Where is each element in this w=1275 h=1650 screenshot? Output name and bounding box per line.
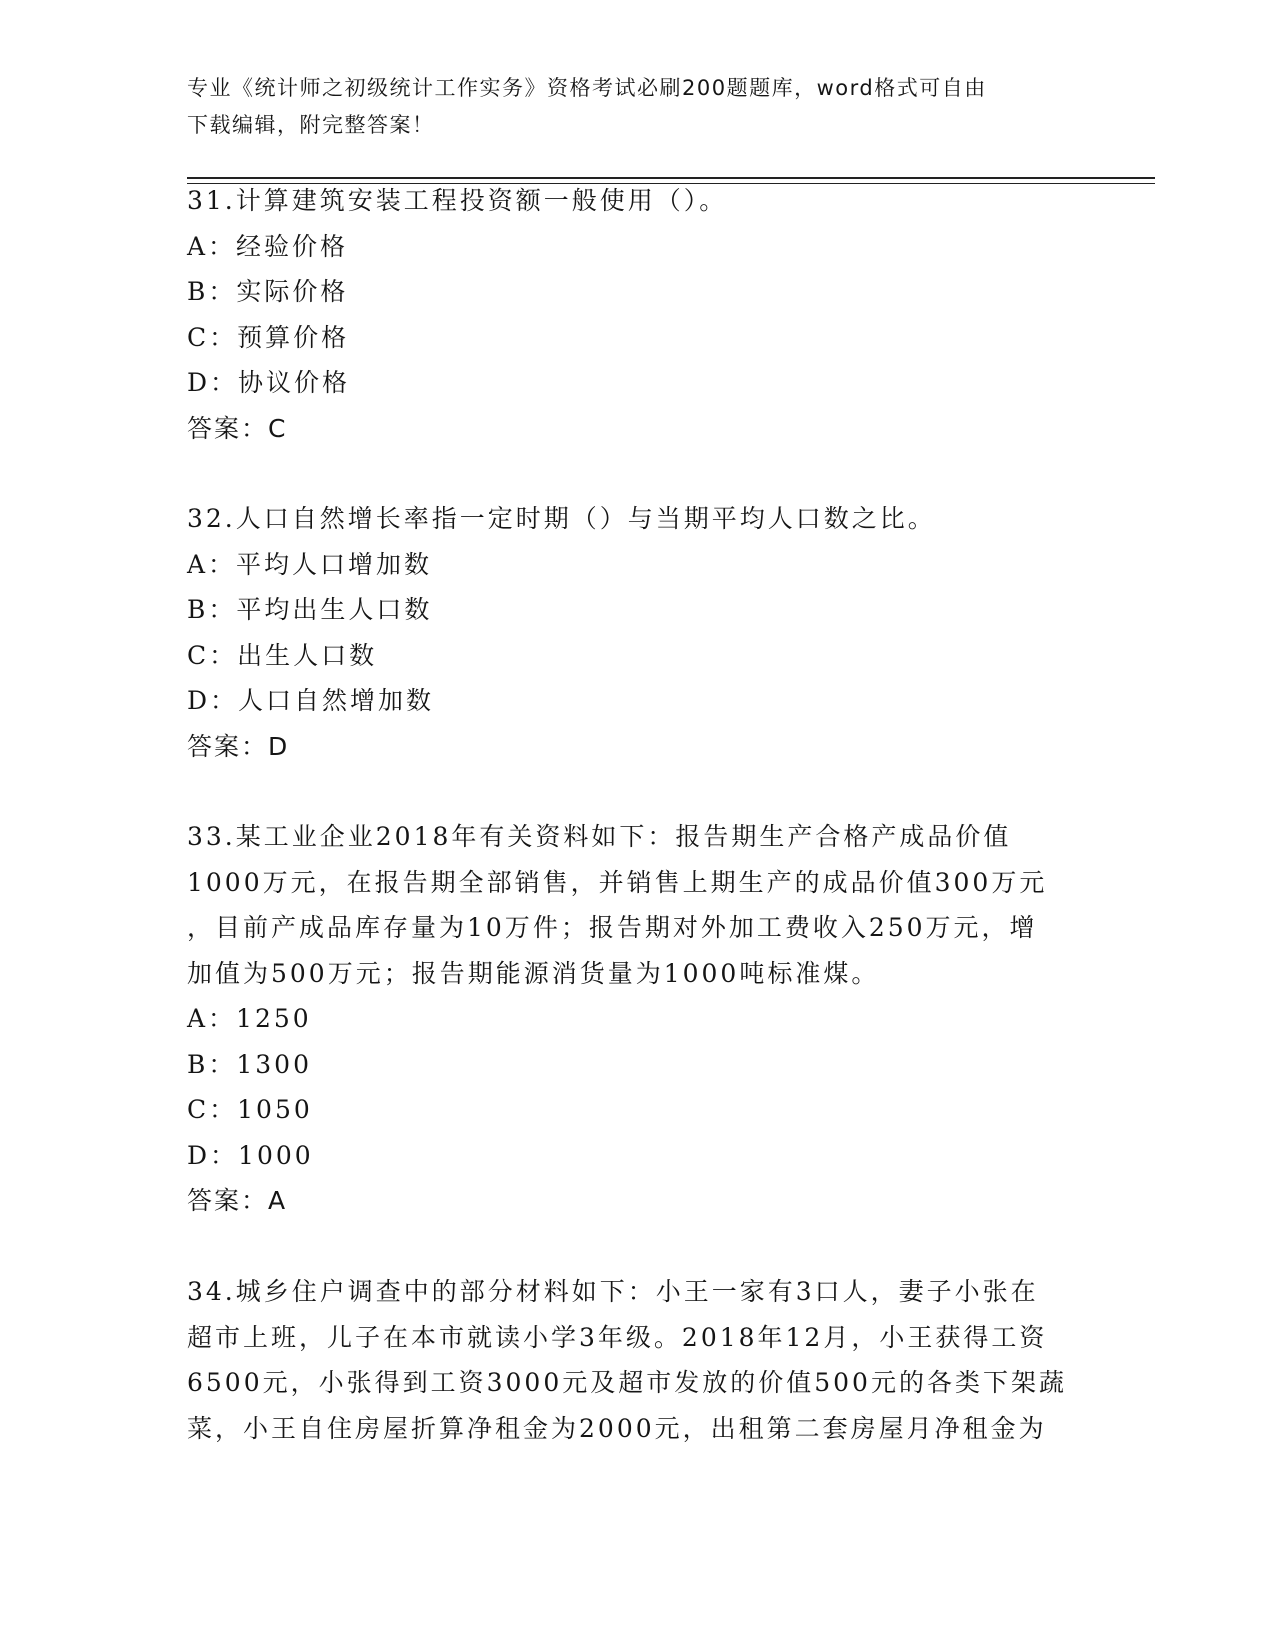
option-a: A：平均人口增加数 — [187, 549, 433, 579]
option-b: B：实际价格 — [187, 277, 349, 306]
option-b: B：平均出生人口数 — [187, 595, 433, 624]
question-stem: 32.人口自然增长率指一定时期（）与当期平均人口数之比。 — [187, 504, 936, 533]
question-33 — [187, 814, 1087, 1224]
question-stem-line: 加值为500万元；报告期能源消货量为1000吨标准煤。 — [187, 958, 880, 988]
question-stem-line: 超市上班，儿子在本市就读小学3年级。2018年12月，小王获得工资 — [187, 1322, 1048, 1352]
question-32 — [187, 496, 1087, 769]
question-stem-line: 34.城乡住户调查中的部分材料如下：小王一家有3口人，妻子小张在 — [187, 1277, 1039, 1306]
option-d: D：1000 — [187, 1140, 314, 1170]
answer-label: 答案：A — [187, 1186, 288, 1215]
question-31 — [187, 178, 1087, 451]
option-c: C：1050 — [187, 1095, 313, 1124]
option-d: D：协议价格 — [187, 368, 351, 397]
option-b: B：1300 — [187, 1049, 312, 1079]
option-a: A：经验价格 — [187, 231, 349, 261]
question-stem-line: 菜，小王自住房屋折算净租金为2000元，出租第二套房屋月净租金为 — [187, 1413, 1047, 1443]
option-a: A：1250 — [187, 1004, 312, 1033]
header-line-1: 专业《统计师之初级统计工作实务》资格考试必刷200题题库，word格式可自由 — [187, 76, 987, 100]
question-stem-line: 6500元，小张得到工资3000元及超市发放的价值500元的各类下架蔬 — [187, 1368, 1067, 1397]
answer-label: 答案：C — [187, 413, 288, 443]
header-line-2: 下载编辑，附完整答案！ — [187, 113, 435, 137]
document-header — [187, 70, 1067, 144]
question-stem-line: 33.某工业企业2018年有关资料如下：报告期生产合格产成品价值 — [187, 822, 1012, 851]
question-stem: 31.计算建筑安装工程投资额一般使用（）。 — [187, 186, 728, 215]
option-c: C：预算价格 — [187, 322, 350, 352]
question-34 — [187, 1269, 1087, 1451]
answer-label: 答案：D — [187, 731, 290, 761]
option-d: D：人口自然增加数 — [187, 686, 435, 715]
option-c: C：出生人口数 — [187, 640, 378, 670]
question-stem-line: 1000万元，在报告期全部销售，并销售上期生产的成品价值300万元 — [187, 867, 1048, 897]
question-stem-line: ，目前产成品库存量为10万件；报告期对外加工费收入250万元，增 — [187, 913, 1038, 942]
